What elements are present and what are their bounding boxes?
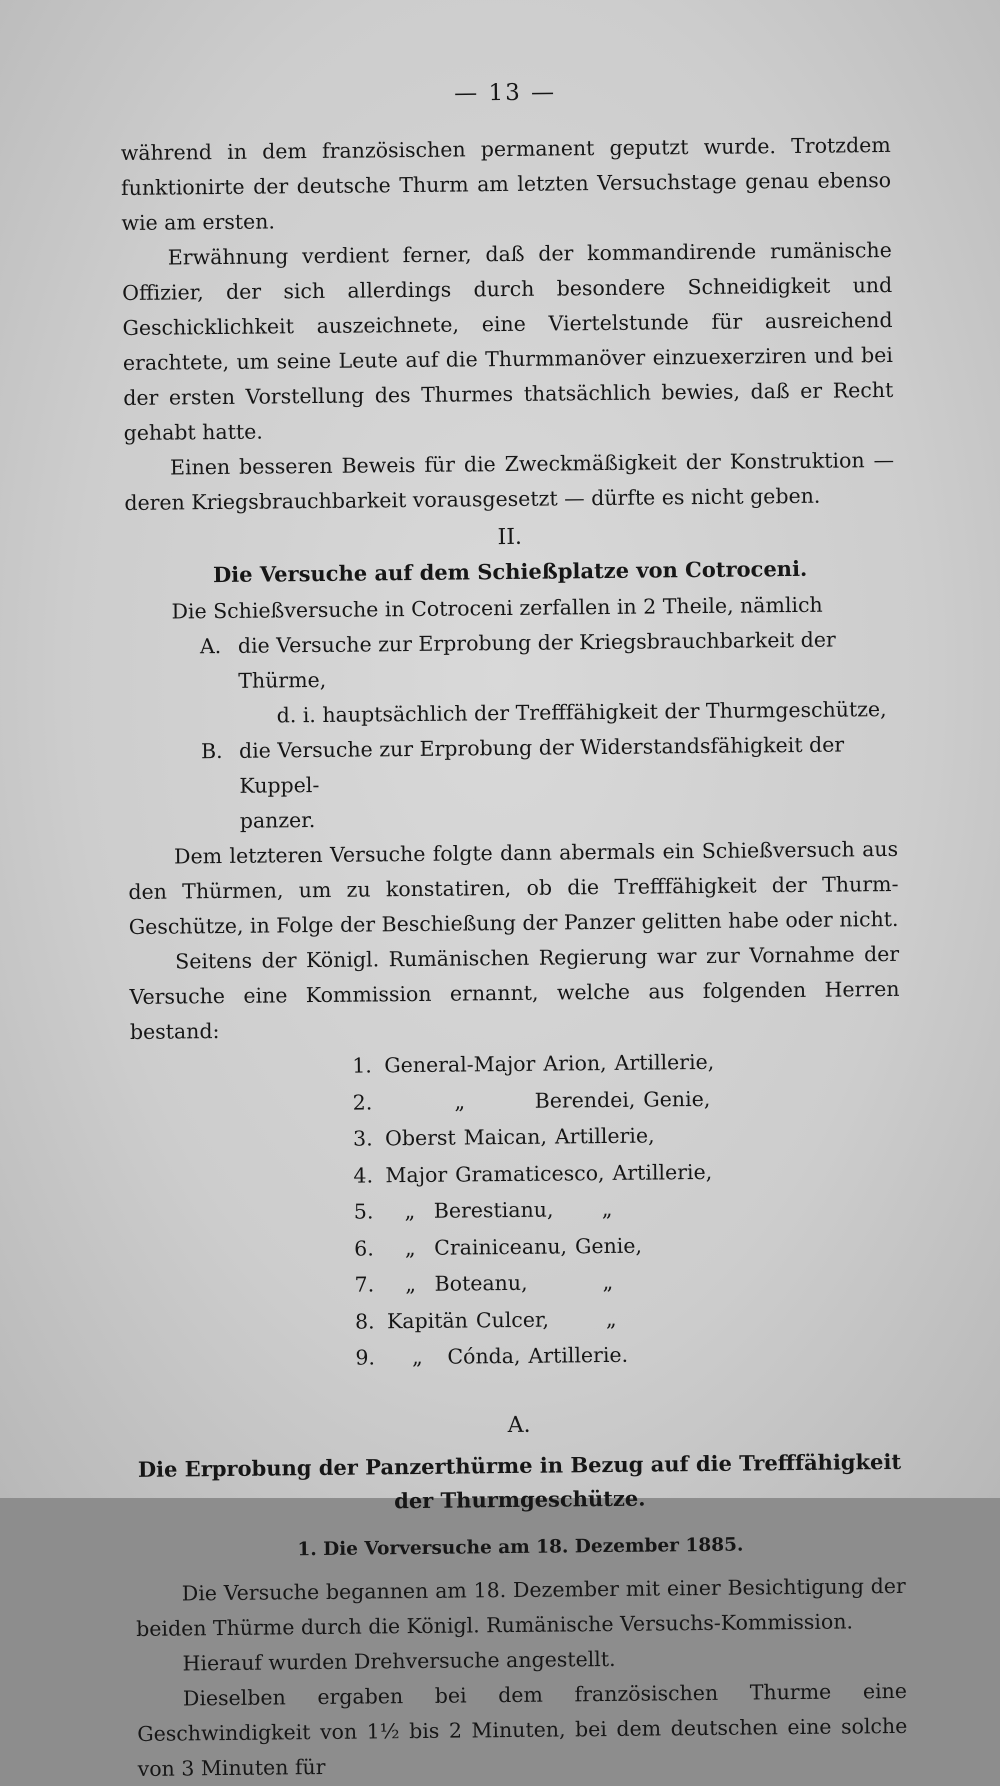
member-name: Gramaticesco, <box>455 1160 605 1187</box>
member-number: 1. <box>352 1053 373 1078</box>
member-rank: Major <box>385 1162 448 1187</box>
list-item <box>352 1042 900 1084</box>
list-label-b: B. <box>200 738 223 764</box>
member-arm: Artillerie, <box>554 1123 655 1149</box>
member-name: Berestianu, <box>433 1197 554 1223</box>
member-rank: „ <box>411 1344 423 1370</box>
member-rank: Kapitän <box>386 1307 468 1333</box>
subsection-heading: 1. Die Vorversuche am 18. Dezember 1885. <box>297 1534 744 1560</box>
list-item <box>355 1297 903 1339</box>
list-text-b-continued: panzer. <box>239 808 316 833</box>
page-text-block <box>120 76 908 1786</box>
paragraph-8: Dieselben ergaben bei dem französischen Thurme eine Geschwindigkeit von 1½ bis 2 Minuten, bei dem deutschen eine solche von 3 Minuten für <box>137 1678 908 1781</box>
list-text-a: die Versuche zur Erprobung der Kriegsbrauchbarkeit der Thürme, <box>237 627 836 693</box>
list-item <box>354 1188 902 1230</box>
member-rank: „ <box>404 1235 416 1260</box>
section-intro: Die Schießversuche in Cotroceni zerfallen in 2 Theile, nämlich <box>171 592 823 624</box>
list-item <box>354 1261 902 1303</box>
list-item <box>353 1078 901 1120</box>
subsection-letter: A. <box>507 1412 531 1438</box>
member-name: Berendei, <box>534 1087 636 1113</box>
member-rank: General-Major <box>384 1051 536 1078</box>
list-item-a <box>126 622 897 700</box>
member-name: Culcer, <box>475 1307 550 1332</box>
member-arm: Genie, <box>574 1233 643 1258</box>
member-rank: „ <box>405 1271 417 1297</box>
member-number: 7. <box>354 1272 375 1297</box>
list-label-a: A. <box>199 634 222 659</box>
subsection-title: Die Erprobung der Panzerthürme in Bezug auf die Trefffähigkeit der Thurmgeschütze. <box>137 1448 902 1513</box>
paragraph-5: Seitens der Königl. Rumänischen Regierung war zur Vornahme der Versuche eine Kommission ernannt, welche aus folgenden Herren bestand: <box>129 941 900 1044</box>
list-item <box>353 1115 901 1157</box>
member-number: 9. <box>355 1345 376 1370</box>
list-item <box>353 1151 901 1193</box>
member-rank: Oberst <box>384 1125 456 1151</box>
list-item-b <box>127 727 898 805</box>
member-number: 3. <box>352 1126 373 1151</box>
member-number: 6. <box>354 1235 374 1261</box>
member-arm: Artillerie, <box>612 1159 713 1185</box>
list-item <box>355 1334 903 1376</box>
list-item <box>354 1224 902 1266</box>
member-name: Cónda, <box>447 1343 521 1369</box>
member-name: Boteanu, <box>434 1270 528 1296</box>
member-name: Crainiceanu, <box>434 1233 568 1260</box>
member-number: 4. <box>353 1162 374 1188</box>
list-text-b: die Versuche zur Erprobung der Widerstandsfähigkeit der Kuppel- <box>238 732 845 798</box>
member-number: 2. <box>352 1089 373 1115</box>
member-name: Maican, <box>463 1124 548 1150</box>
paragraph-3: Einen besseren Beweis für die Zweckmäßigkeit der Konstruktion — deren Kriegsbrauchbarkeit vorausgesetzt — dürfte es nicht geben. <box>124 447 895 516</box>
paragraph-1: während in dem französischen permanent geputzt wurde. Trotzdem funktionirte der deutsche Thurm am letzten Versuchstage genau ebenso wie am ersten. <box>120 132 892 236</box>
member-arm: „ <box>602 1269 614 1295</box>
section-title: Die Versuche auf dem Schießplatze von Cotroceni. <box>212 555 808 588</box>
list-text-a-continued: d. i. hauptsächlich der Trefffähigkeit der Thurmgeschütze, <box>276 697 887 728</box>
paragraph-7: Hierauf wurden Drehversuche angestellt. <box>182 1646 616 1675</box>
member-number: 5. <box>353 1199 374 1224</box>
member-arm: Artillerie. <box>528 1342 629 1368</box>
commission-list <box>352 1042 903 1376</box>
member-arm: „ <box>601 1196 613 1222</box>
member-rank: „ <box>404 1199 416 1224</box>
page-number: — 13 — <box>454 79 557 107</box>
paragraph-6: Die Versuche begannen am 18. Dezember mit einer Besichtigung der beiden Thürme durch die Königl. Rumänische Versuchs-Kommission. <box>136 1573 906 1641</box>
member-arm: Genie, <box>643 1086 711 1112</box>
paragraph-2: Erwähnung verdient ferner, daß der kommandirende rumänische Offizier, der sich allerdings durch besondere Schneidigkeit und Geschicklichkeit auszeichnete, eine Viertelstunde für ausreichend erachtete, um seine Leute auf die Thurmmanöver einzuexerziren und bei der ersten Vorstellung des Thurmes thatsächlich bewies, daß er Recht gehabt hatte. <box>122 237 894 446</box>
member-number: 8. <box>354 1308 375 1334</box>
paragraph-4: Dem letzteren Versuche folgte dann abermals ein Schießversuch aus den Thürmen, um zu konstatiren, ob die Trefffähigkeit der Thurm-Geschütze, in Folge der Beschießung der Panzer gelitten habe oder nicht. <box>128 836 899 939</box>
member-arm: „ <box>605 1306 617 1331</box>
section-numeral: II. <box>497 524 523 551</box>
member-rank: „ <box>454 1088 466 1114</box>
member-name: Arion, <box>543 1050 607 1076</box>
member-arm: Artillerie, <box>614 1049 715 1075</box>
